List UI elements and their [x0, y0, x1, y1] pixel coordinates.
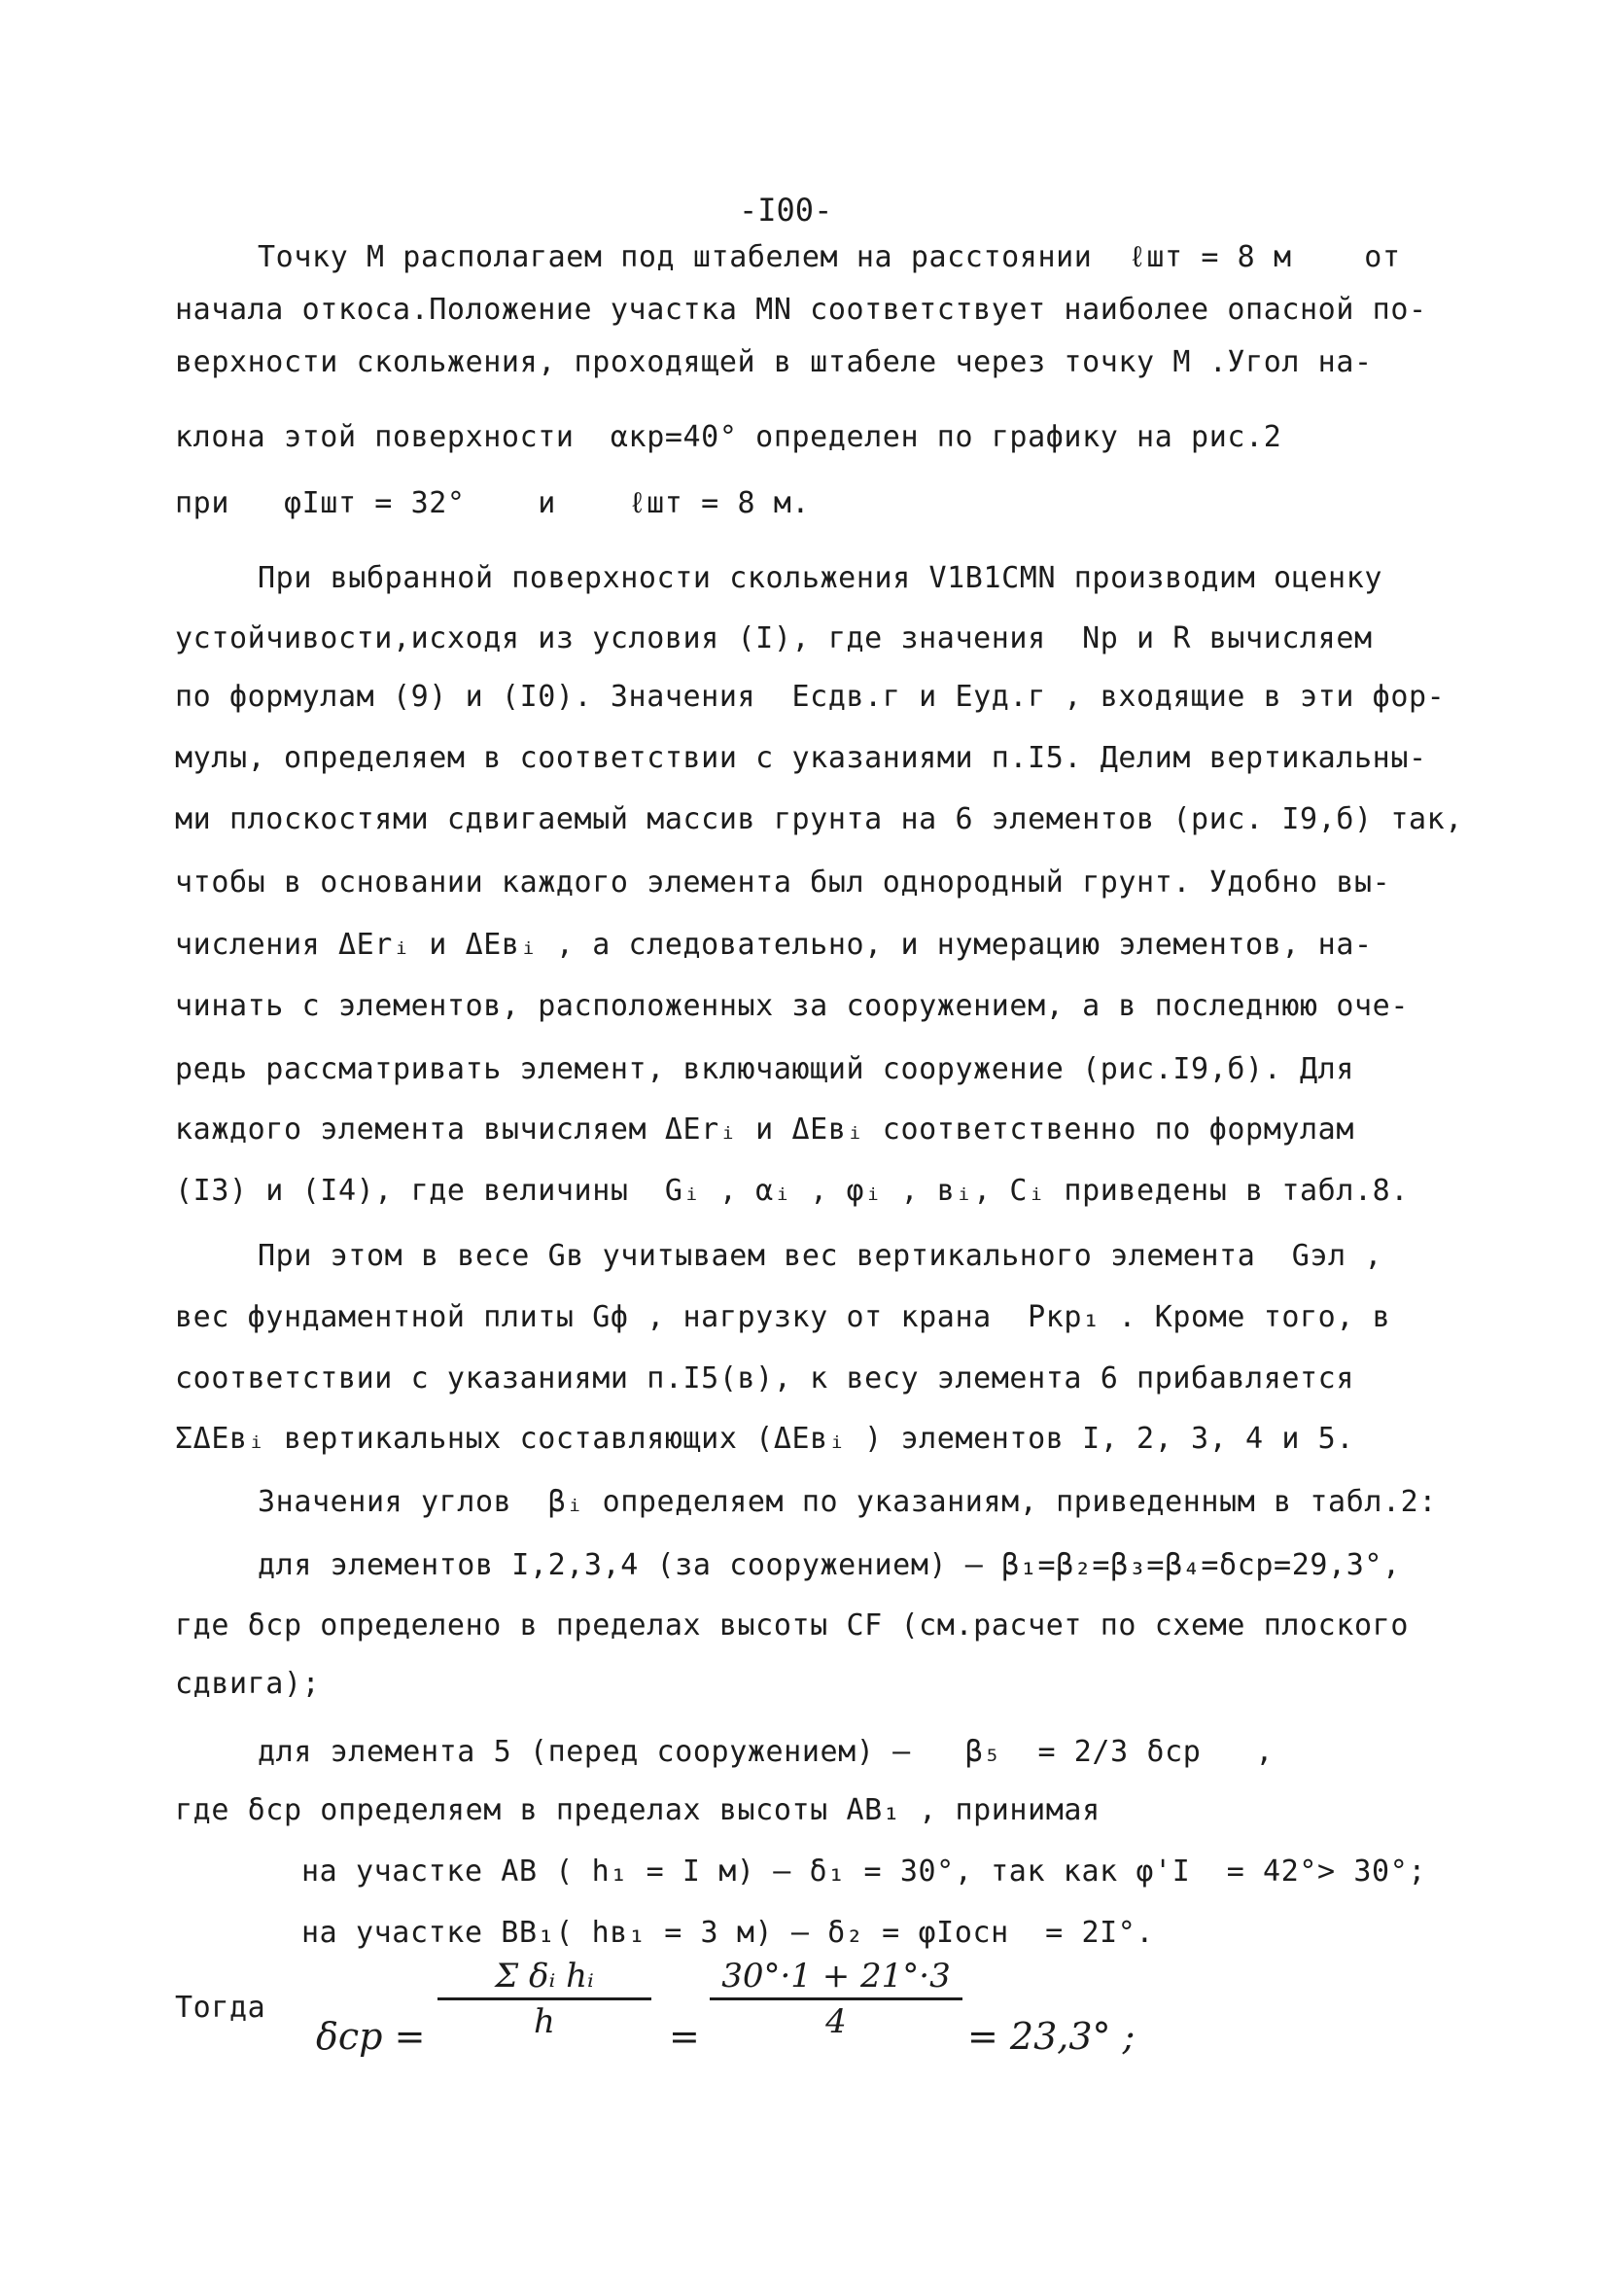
- text-line-12: числения ΔErᵢ и ΔEвᵢ , а следовательно, и нумерацию элементов, на-: [175, 928, 1373, 962]
- text-line-1: Точку М располагаем под штабелем на расстоянии ℓшт = 8 м от: [258, 240, 1401, 274]
- text-line-29: Тогда: [175, 1991, 266, 2025]
- text-line-7: устойчивости,исходя из условия (I), где значения Nр и R вычисляем: [175, 621, 1373, 655]
- text-line-16: (I3) и (I4), где величины Gᵢ , αᵢ , φᵢ , вᵢ, Cᵢ приведены в табл.8.: [175, 1174, 1409, 1208]
- fraction-values-numerator: 30°·1 + 21°·3: [721, 1957, 951, 1996]
- text-line-14: редь рассматривать элемент, включающий сооружение (рис.I9,б). Для: [175, 1052, 1354, 1086]
- text-line-17: При этом в весе Gв учитываем вес вертикального элемента Gэл ,: [258, 1239, 1383, 1273]
- text-line-26: где δср определяем в пределах высоты AB₁ , принимая: [175, 1793, 1101, 1827]
- fraction-sum: [437, 1955, 651, 2043]
- text-line-5: при φIшт = 32° и ℓшт = 8 м.: [175, 486, 811, 520]
- text-line-9: мулы, определяем в соответствии с указаниями п.I5. Делим вертикальны-: [175, 741, 1427, 775]
- text-line-19: соответствии с указаниями п.I5(в), к весу элемента 6 прибавляется: [175, 1361, 1354, 1395]
- text-line-2: начала откоса.Положение участка MN соответствует наиболее опасной по-: [175, 293, 1427, 327]
- text-line-25: для элемента 5 (перед сооружением) – β₅ = 2/3 δср ,: [258, 1735, 1275, 1769]
- fraction-values: [710, 1955, 962, 2043]
- formula-lhs: δср =: [316, 2015, 426, 2058]
- formula-equals: =: [669, 2015, 700, 2058]
- fraction-values-denominator: 4: [825, 2002, 847, 2041]
- text-line-28: на участке BB₁( hв₁ = 3 м) – δ₂ = φIосн = 2I°.: [301, 1916, 1155, 1950]
- text-line-3: верхности скольжения, проходящей в штабеле через точку М .Угол на-: [175, 345, 1373, 379]
- text-line-23: где δср определено в пределах высоты CF (см.расчет по схеме плоского: [175, 1608, 1409, 1643]
- text-line-21: Значения углов βᵢ определяем по указаниям, приведенным в табл.2:: [258, 1485, 1437, 1519]
- text-line-6: При выбранной поверхности скольжения V1B1CMN производим оценку: [258, 561, 1383, 595]
- fraction-sum-denominator: h: [534, 2002, 555, 2041]
- page-number: -I00-: [739, 192, 833, 229]
- fraction-sum-numerator: Σ δᵢ hᵢ: [495, 1957, 594, 1996]
- text-line-10: ми плоскостями сдвигаемый массив грунта на 6 элементов (рис. I9,б) так,: [175, 802, 1463, 836]
- text-line-18: вес фундаментной плиты Gф , нагрузку от крана Ркр₁ . Кроме того, в: [175, 1300, 1391, 1334]
- text-line-11: чтобы в основании каждого элемента был однородный грунт. Удобно вы-: [175, 865, 1391, 900]
- formula-result: = 23,3° ;: [967, 2015, 1136, 2058]
- text-line-27: на участке AB ( h₁ = I м) – δ₁ = 30°, так как φ'I = 42°> 30°;: [301, 1854, 1427, 1889]
- text-line-24: сдвига);: [175, 1667, 321, 1701]
- text-line-20: ΣΔEвᵢ вертикальных составляющих (ΔEвᵢ ) элементов I, 2, 3, 4 и 5.: [175, 1422, 1354, 1456]
- text-line-13: чинать с элементов, расположенных за сооружением, а в последнюю оче-: [175, 989, 1409, 1023]
- text-line-8: по формулам (9) и (I0). Значения Eсдв.г и Eуд.г , входящие в эти фор-: [175, 680, 1446, 714]
- text-line-4: клона этой поверхности αкр=40° определен по графику на рис.2: [175, 420, 1282, 454]
- text-line-22: для элементов I,2,3,4 (за сооружением) – β₁=β₂=β₃=β₄=δср=29,3°,: [258, 1548, 1401, 1582]
- text-line-15: каждого элемента вычисляем ΔErᵢ и ΔEвᵢ соответственно по формулам: [175, 1113, 1354, 1147]
